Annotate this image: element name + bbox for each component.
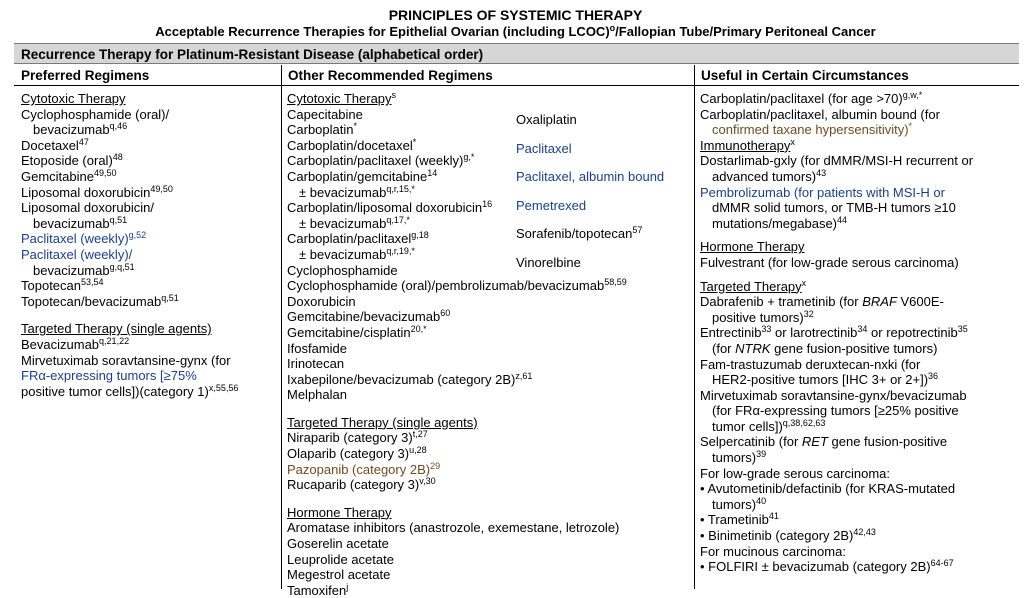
regimen-item: Cyclophosphamide (oral)/pembrolizumab/bevacizumab$^{58,59}$	[287, 277, 627, 294]
header-divider	[14, 85, 1019, 86]
regimen-item: Paclitaxel	[516, 140, 572, 156]
regimen-item: Capecitabine	[287, 106, 363, 122]
regimen-item: Gemcitabine$^{49,50}$	[21, 167, 117, 184]
regimen-item: Entrectinib$^{33}$ or larotrectinib$^{34}$ or repotrectinib$^{35}$	[700, 324, 968, 341]
reference-superscript: 42,43	[853, 527, 876, 538]
reference-superscript: 49,50	[150, 183, 173, 194]
column-divider-2	[694, 65, 695, 589]
reference-superscript: *	[353, 121, 358, 132]
regimen-item: Docetaxel$^{47}$	[21, 136, 89, 153]
column-divider-1	[281, 65, 282, 589]
regimen-item: For low-grade serous carcinoma:	[700, 465, 891, 481]
reference-superscript: 32	[803, 308, 814, 319]
reference-superscript: q,r,19,*	[386, 245, 415, 256]
reference-superscript: 36	[928, 371, 939, 382]
reference-superscript: 57	[632, 225, 643, 236]
reference-superscript: j	[346, 581, 349, 592]
regimen-item: Fam-trastuzumab deruxtecan-nxki (for	[700, 356, 921, 372]
regimen-item: Niraparib (category 3)$^{t,27}$	[287, 429, 428, 446]
regimen-item: ± bevacizumab$^{q,r,15,*}$	[299, 183, 415, 200]
page-subtitle: Acceptable Recurrence Therapies for Epithelial Ovarian (including LCOC)$^o$/Fallopian Tube/Primary Peritoneal Cancer	[155, 23, 876, 39]
regimen-item: Carboplatin/paclitaxel (for age >70)$^{g,w,*}$	[700, 90, 923, 106]
regimen-item: mutations/megabase)$^{44}$	[712, 214, 848, 231]
regimen-item: Pembrolizumab (for patients with MSI-H or	[700, 184, 945, 200]
useful-immuno-heading-line: Immunotherapy$^x$	[700, 136, 795, 153]
reference-superscript: 14	[427, 167, 438, 178]
reference-superscript: q,21,22	[99, 335, 130, 346]
reference-superscript: q,51	[161, 292, 179, 303]
regimen-item: Carboplatin/paclitaxel (weekly)$^{g,*}$	[287, 152, 475, 169]
regimen-item: Liposomal doxorubicin/	[21, 200, 154, 216]
regimen-item: positive tumor cells])(category 1)$^{x,55,56}$	[21, 382, 239, 399]
other-hormone-list	[287, 520, 692, 598]
reference-superscript: g,w,*	[902, 90, 923, 100]
reference-superscript: 39	[756, 449, 767, 460]
reference-superscript: 43	[816, 167, 827, 178]
reference-superscript: 47	[78, 136, 89, 147]
reference-superscript: q,r,15,*	[386, 183, 415, 194]
reference-superscript: 34	[857, 324, 868, 335]
preferred-cytotoxic-list	[21, 107, 278, 310]
regimen-item: Dabrafenib + trametinib (for BRAF V600E-	[700, 294, 944, 310]
regimen-item: confirmed taxane hypersensitivity)*	[712, 121, 913, 138]
regimen-item: Carboplatin*	[287, 121, 358, 138]
other-hormone-heading: Hormone Therapy	[287, 504, 392, 520]
regimen-item: bevacizumab$^{q,51}$	[33, 214, 128, 231]
regimen-item: Carboplatin/paclitaxel, albumin bound (for	[700, 106, 940, 122]
regimen-item: Goserelin acetate	[287, 536, 389, 552]
reference-superscript: *	[412, 136, 417, 147]
regimen-item: Selpercatinib (for RET gene fusion-positive	[700, 434, 948, 450]
regimen-item: ± bevacizumab$^{q,17,*}$	[299, 214, 410, 231]
reference-superscript: z,61	[515, 370, 533, 381]
useful-top-list	[700, 91, 1018, 138]
reference-superscript: 58,59	[604, 277, 627, 288]
regimen-item: Pemetrexed	[516, 197, 587, 213]
reference-superscript: 60	[440, 308, 451, 319]
useful-targeted-heading: Targeted Therapy	[700, 278, 802, 294]
gene-name: RET	[801, 434, 828, 450]
reference-superscript: x,55,56	[208, 382, 239, 393]
other-cytotoxic-heading-line: Cytotoxic Therapy$^s$	[287, 90, 397, 106]
regimen-item: Sorafenib/topotecan$^{57}$	[516, 225, 643, 242]
regimen-item: Liposomal doxorubicin$^{49,50}$	[21, 183, 173, 200]
other-targeted-heading: Targeted Therapy (single agents)	[287, 414, 478, 430]
reference-superscript: q,17,*	[386, 214, 410, 225]
regimen-item: Etoposide (oral)$^{48}$	[21, 152, 123, 169]
preferred-targeted-heading: Targeted Therapy (single agents)	[21, 321, 212, 337]
subtitle-superscript: o	[609, 23, 616, 33]
regimen-item: dMMR solid tumors, or TMB-H tumors ≥10	[712, 200, 956, 216]
regimen-item: Carboplatin/gemcitabine$^{14}$	[287, 167, 438, 184]
regimen-item: bevacizumab$^{q,46}$	[33, 121, 128, 138]
reference-superscript: 44	[837, 214, 848, 225]
regimen-item: • FOLFIRI ± bevacizumab (category 2B)$^{64-67}$	[700, 558, 954, 575]
useful-column	[700, 91, 1018, 575]
useful-hormone-heading: Hormone Therapy	[700, 239, 805, 255]
reference-superscript: 41	[768, 511, 779, 522]
reference-superscript: 49,50	[93, 167, 117, 178]
reference-superscript: g,*	[463, 152, 475, 163]
preferred-column	[21, 91, 278, 399]
page-title: PRINCIPLES OF SYSTEMIC THERAPY	[388, 7, 643, 23]
regimen-item: Mirvetuximab soravtansine-gynx (for	[21, 352, 231, 368]
reference-superscript: 48	[112, 152, 123, 163]
regimen-item: Leuprolide acetate	[287, 551, 394, 567]
regimen-item: • Trametinib$^{41}$	[700, 511, 779, 528]
regimen-item: • Avutometinib/defactinib (for KRAS-mutated	[700, 481, 956, 497]
useful-targeted-list	[700, 294, 1018, 575]
regimen-item: (for FRα-expressing tumors [≥25% positive	[712, 403, 959, 419]
regimen-item: HER2-positive tumors [IHC 3+ or 2+])$^{36}$	[712, 371, 939, 388]
regimen-item: • Binimetinib (category 2B)$^{42,43}$	[700, 527, 876, 544]
other-cytotoxic-heading: Cytotoxic Therapy	[287, 91, 392, 106]
reference-superscript: 53,54	[81, 277, 104, 288]
regimen-item: ± bevacizumab$^{q,r,19,*}$	[299, 245, 415, 262]
regimen-item: Carboplatin/docetaxel*	[287, 136, 417, 153]
regimen-item: Irinotecan	[287, 356, 345, 372]
regimen-item: Paclitaxel (weekly)$^{g,52}$	[21, 230, 147, 247]
preferred-targeted-list	[21, 337, 278, 399]
column-header-other: Other Recommended Regimens	[288, 68, 493, 83]
regimen-item: For mucinous carcinoma:	[700, 543, 846, 559]
regimen-item: tumor cells])$^{q,38,62,63}$	[712, 417, 826, 434]
regimen-item: Topotecan$^{53,54}$	[21, 277, 104, 294]
regimen-item: Carboplatin/paclitaxel$^{g,18}$	[287, 230, 429, 247]
regimen-item: Paclitaxel (weekly)/	[21, 246, 133, 262]
regimen-item: Tamoxifen$^j$	[287, 581, 349, 598]
regimen-item: Ifosfamide	[287, 340, 347, 356]
reference-superscript: v,30	[419, 476, 436, 487]
preferred-cytotoxic-heading: Cytotoxic Therapy	[21, 91, 126, 106]
gene-name: BRAF	[862, 294, 897, 310]
reference-superscript: 20,*	[410, 323, 427, 334]
regimen-item: bevacizumab$^{g,q,51}$	[33, 261, 135, 278]
reference-superscript: q,46	[109, 121, 128, 132]
reference-superscript: 16	[482, 199, 493, 210]
useful-immuno-heading: Immunotherapy	[700, 137, 791, 153]
regimen-item: Cyclophosphamide (oral)/	[21, 106, 170, 122]
reference-superscript: q,38,62,63	[782, 417, 826, 428]
regimen-item: positive tumors)$^{32}$	[712, 308, 814, 325]
other-cytotoxic-list-right	[516, 99, 692, 284]
regimen-item: Aromatase inhibitors (anastrozole, exemestane, letrozole)	[287, 520, 620, 536]
regimen-item: Olaparib (category 3)$^{u,28}$	[287, 445, 427, 462]
column-header-preferred: Preferred Regimens	[21, 68, 150, 83]
regimen-item: advanced tumors)$^{43}$	[712, 167, 827, 184]
reference-superscript: q,51	[109, 214, 128, 225]
regimen-item: Topotecan/bevacizumab$^{q,51}$	[21, 292, 179, 309]
regimen-item: (for NTRK gene fusion-positive tumors)	[712, 340, 938, 356]
regimen-item: Carboplatin/liposomal doxorubicin$^{16}$	[287, 199, 493, 216]
regimen-item: Fulvestrant (for low-grade serous carcinoma)	[700, 254, 959, 270]
regimen-item: Doxorubicin	[287, 293, 356, 309]
regimen-item: Ixabepilone/bevacizumab (category 2B)$^{z,61}$	[287, 370, 533, 387]
reference-superscript: g,q,51	[109, 261, 135, 272]
regimen-item: Paclitaxel, albumin bound	[516, 169, 665, 185]
regimen-item: Vinorelbine	[516, 254, 581, 270]
useful-hormone-list	[700, 255, 1018, 271]
section-header: Recurrence Therapy for Platinum-Resistant Disease (alphabetical order)	[14, 43, 1019, 64]
reference-superscript: *	[908, 121, 913, 132]
gene-name: NTRK	[735, 340, 771, 356]
reference-superscript: 33	[761, 324, 772, 335]
reference-superscript: 29	[430, 460, 441, 471]
regimen-item: Gemcitabine/bevacizumab$^{60}$	[287, 308, 451, 325]
regimen-item: Dostarlimab-gxly (for dMMR/MSI-H recurrent or	[700, 153, 974, 169]
regimen-item: tumors)$^{40}$	[712, 495, 767, 512]
reference-superscript: u,28	[409, 445, 427, 456]
regimen-item: Mirvetuximab soravtansine-gynx/bevacizumab	[700, 387, 967, 403]
reference-superscript: 40	[756, 495, 767, 506]
reference-superscript: g,18	[411, 230, 429, 241]
reference-superscript: 64-67	[930, 558, 954, 569]
regimen-item: Rucaparib (category 3)$^{v,30}$	[287, 476, 436, 493]
regimen-item: tumors)$^{39}$	[712, 449, 767, 466]
regimen-item: Oxaliplatin	[516, 112, 577, 127]
regimen-item: Cyclophosphamide	[287, 262, 398, 278]
regimen-item: Megestrol acetate	[287, 567, 391, 583]
reference-superscript: g,52	[128, 230, 147, 241]
regimen-item: Pazopanib (category 2B)$^{29}$	[287, 460, 441, 477]
reference-superscript: t,27	[412, 429, 428, 440]
regimen-item: Bevacizumab$^{q,21,22}$	[21, 335, 130, 352]
reference-superscript: 35	[957, 324, 968, 335]
regimen-item: FRα-expressing tumors [≥75%	[21, 368, 197, 384]
other-targeted-list	[287, 430, 692, 492]
useful-immuno-list	[700, 153, 1018, 231]
regimen-item: Gemcitabine/cisplatin$^{20,*}$	[287, 323, 427, 340]
column-header-useful: Useful in Certain Circumstances	[701, 68, 909, 83]
useful-targeted-heading-line: Targeted Therapy$^x$	[700, 277, 807, 294]
regimen-item: Melphalan	[287, 387, 347, 403]
